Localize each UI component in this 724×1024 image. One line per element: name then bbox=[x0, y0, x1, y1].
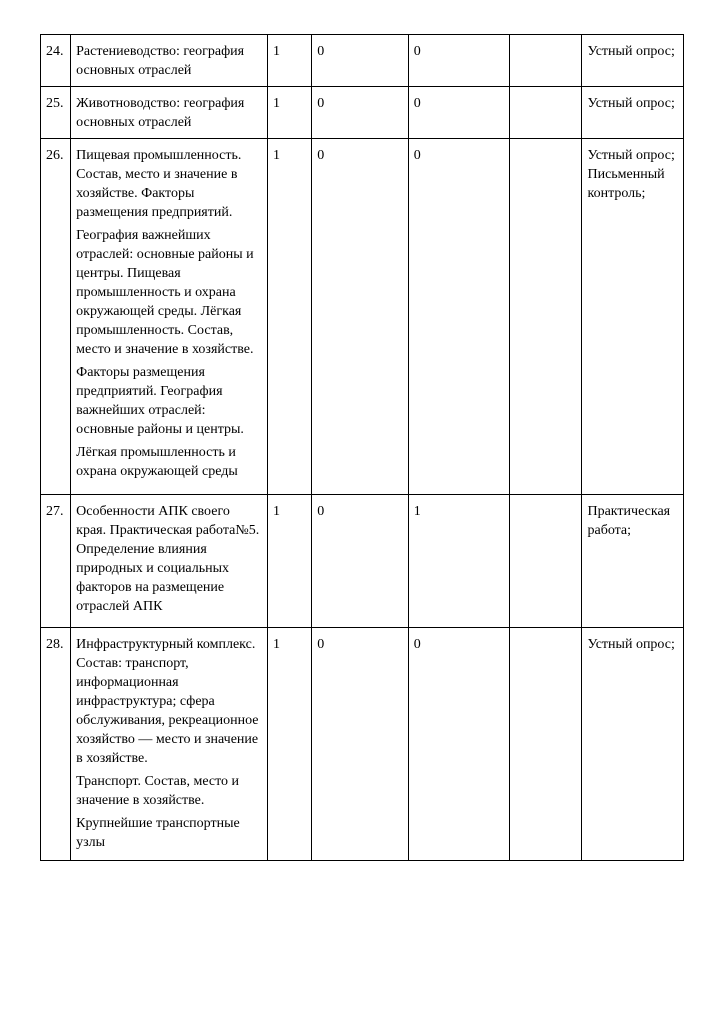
practical-works: 0 bbox=[408, 139, 509, 495]
control-works: 0 bbox=[312, 495, 408, 628]
study-date bbox=[510, 139, 582, 495]
table-row bbox=[41, 628, 684, 861]
lesson-topic bbox=[71, 628, 268, 861]
practical-works: 1 bbox=[408, 495, 509, 628]
control-form-line: Устный опрос; bbox=[587, 148, 675, 163]
control-works: 0 bbox=[312, 35, 408, 87]
control-form-line: Устный опрос; bbox=[587, 96, 675, 111]
control-form-line: Устный опрос; bbox=[587, 44, 675, 59]
lesson-topic bbox=[71, 495, 268, 628]
table-row bbox=[41, 87, 684, 139]
practical-works: 0 bbox=[408, 87, 509, 139]
lesson-plan-table bbox=[40, 34, 684, 861]
topic-paragraph: География важнейших отраслей: основные районы и центры. Пищевая промышленность и охрана окружающей среды. Лёгкая промышленность. Состав, место и значение в хозяйстве. bbox=[76, 228, 254, 357]
table-row bbox=[41, 35, 684, 87]
control-works: 0 bbox=[312, 139, 408, 495]
topic-paragraph: Животноводство: география основных отраслей bbox=[76, 96, 245, 130]
lesson-number: 28. bbox=[41, 628, 71, 861]
topic-paragraph: Факторы размещения предприятий. География важнейших отраслей: основные районы и центры. bbox=[76, 365, 244, 437]
practical-works: 0 bbox=[408, 35, 509, 87]
lesson-topic bbox=[71, 35, 268, 87]
topic-paragraph: Пищевая промышленность. Состав, место и значение в хозяйстве. Факторы размещения предприятий. bbox=[76, 148, 242, 220]
study-date bbox=[510, 87, 582, 139]
table-row bbox=[41, 495, 684, 628]
lesson-number: 27. bbox=[41, 495, 71, 628]
control-form bbox=[582, 35, 684, 87]
study-date bbox=[510, 628, 582, 861]
lesson-topic bbox=[71, 87, 268, 139]
lesson-number: 25. bbox=[41, 87, 71, 139]
topic-paragraph: Растениеводство: география основных отраслей bbox=[76, 44, 245, 78]
practical-works: 0 bbox=[408, 628, 509, 861]
total-hours: 1 bbox=[268, 35, 312, 87]
total-hours: 1 bbox=[268, 495, 312, 628]
control-form bbox=[582, 87, 684, 139]
lesson-topic bbox=[71, 139, 268, 495]
lesson-number: 26. bbox=[41, 139, 71, 495]
table-row bbox=[41, 139, 684, 495]
total-hours: 1 bbox=[268, 139, 312, 495]
total-hours: 1 bbox=[268, 87, 312, 139]
topic-paragraph: Крупнейшие транспортные узлы bbox=[76, 816, 240, 850]
control-form-line: Устный опрос; bbox=[587, 637, 675, 652]
control-form bbox=[582, 628, 684, 861]
study-date bbox=[510, 495, 582, 628]
control-works: 0 bbox=[312, 87, 408, 139]
control-works: 0 bbox=[312, 628, 408, 861]
topic-paragraph: Лёгкая промышленность и охрана окружающей среды bbox=[76, 445, 238, 479]
control-form-line: Письменный контроль; bbox=[587, 167, 665, 201]
control-form bbox=[582, 139, 684, 495]
topic-paragraph: Особенности АПК своего края. Практическая работа№5. Определение влияния природных и социальных факторов на размещение отраслей АПК bbox=[76, 504, 260, 614]
control-form bbox=[582, 495, 684, 628]
lesson-number: 24. bbox=[41, 35, 71, 87]
total-hours: 1 bbox=[268, 628, 312, 861]
topic-paragraph: Инфраструктурный комплекс. Состав: транспорт, информационная инфраструктура; сфера обслуживания, рекреационное хозяйство — место и значение в хозяйстве. bbox=[76, 637, 259, 766]
study-date bbox=[510, 35, 582, 87]
control-form-line: Практическая работа; bbox=[587, 504, 671, 538]
topic-paragraph: Транспорт. Состав, место и значение в хозяйстве. bbox=[76, 774, 240, 808]
